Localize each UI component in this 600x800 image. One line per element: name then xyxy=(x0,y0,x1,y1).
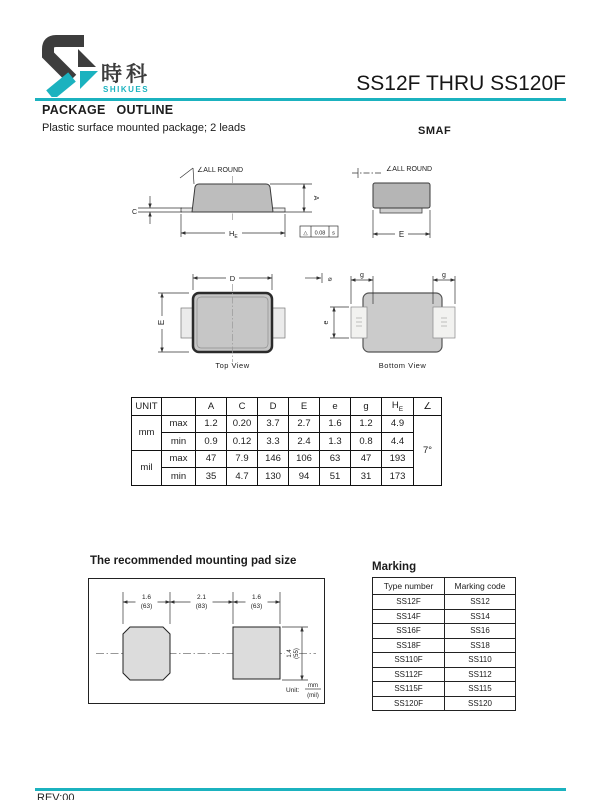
dim-cell: 47 xyxy=(351,450,382,468)
svg-text:∠ALL ROUND: ∠ALL ROUND xyxy=(386,166,433,173)
dim-cell: 106 xyxy=(289,450,320,468)
dim-cell: 173 xyxy=(382,468,414,486)
type-number-cell: SS112F xyxy=(373,667,445,682)
marking-code-cell: SS115 xyxy=(445,682,516,697)
dim-cell: 2.7 xyxy=(289,415,320,433)
dim-cell: 3.3 xyxy=(258,433,289,451)
dim-e xyxy=(323,307,349,338)
dim-cell: 1.2 xyxy=(196,415,227,433)
revision-label: REV:00 xyxy=(37,792,75,800)
dim-row xyxy=(132,433,442,451)
svg-text:g: g xyxy=(442,272,446,279)
dim-cell: 51 xyxy=(320,468,351,486)
svg-text:(63): (63) xyxy=(140,603,153,610)
type-number-cell: SS16F xyxy=(373,624,445,639)
col-header: UNIT xyxy=(132,398,162,416)
type-number-cell: SS14F xyxy=(373,609,445,624)
top-view-caption: Top View xyxy=(215,361,250,370)
col-header: e xyxy=(320,398,351,416)
dimension-table xyxy=(131,397,442,486)
dim-row xyxy=(132,468,442,486)
dim-cell: 63 xyxy=(320,450,351,468)
flatness-frame xyxy=(300,226,338,237)
dim-cell: 0.9 xyxy=(196,433,227,451)
top-view-drawing xyxy=(145,268,335,372)
dim-c xyxy=(132,196,182,224)
lead-right xyxy=(272,308,285,338)
col-header: Marking code xyxy=(445,578,516,595)
mounting-pad-drawing xyxy=(88,578,325,704)
type-number-cell: SS120F xyxy=(373,696,445,711)
dim-cell: 47 xyxy=(196,450,227,468)
marking-row xyxy=(373,624,516,639)
package-name-label: SMAF xyxy=(418,125,452,137)
col-header xyxy=(162,398,196,416)
svg-text:(83): (83) xyxy=(195,603,208,610)
limit-cell: min xyxy=(162,433,196,451)
pad-right xyxy=(433,307,455,338)
dim-cell: 0.8 xyxy=(351,433,382,451)
svg-text:Unit:: Unit: xyxy=(286,687,300,694)
marking-code-cell: SS12 xyxy=(445,595,516,610)
svg-text:mm: mm xyxy=(308,683,318,689)
marking-row xyxy=(373,609,516,624)
svg-text:A: A xyxy=(312,195,319,201)
svg-text:e: e xyxy=(323,320,330,325)
marking-code-cell: SS120 xyxy=(445,696,516,711)
svg-text:1.4: 1.4 xyxy=(287,649,293,658)
svg-text:0.08: 0.08 xyxy=(314,230,326,237)
type-number-cell: SS110F xyxy=(373,653,445,668)
dim-cell: 31 xyxy=(351,468,382,486)
package-body xyxy=(373,183,430,208)
package-body xyxy=(363,293,442,352)
marking-row xyxy=(373,653,516,668)
dim-cell: 7.9 xyxy=(227,450,258,468)
section-heading: PACKAGE OUTLINE xyxy=(42,103,174,117)
type-number-cell: SS18F xyxy=(373,638,445,653)
marking-code-cell: SS112 xyxy=(445,667,516,682)
col-header: ∠ xyxy=(414,398,442,416)
dim-table-header-row xyxy=(132,398,442,416)
package-body xyxy=(192,184,273,212)
svg-text:D: D xyxy=(229,274,236,283)
svg-text:(63): (63) xyxy=(250,603,263,610)
unit-cell: mm xyxy=(132,415,162,450)
dim-cell: 193 xyxy=(382,450,414,468)
dim-he xyxy=(181,214,285,240)
col-header: $H_E$ xyxy=(382,398,414,416)
all-round-callout xyxy=(180,166,243,184)
marking-code-cell: SS16 xyxy=(445,624,516,639)
dim-cell: 4.4 xyxy=(382,433,414,451)
dim-cell: 1.3 xyxy=(320,433,351,451)
svg-text:E: E xyxy=(157,319,166,326)
dim-cell: 94 xyxy=(289,468,320,486)
marking-row xyxy=(373,696,516,711)
marking-code-cell: SS18 xyxy=(445,638,516,653)
svg-text:⌀: ⌀ xyxy=(328,276,332,283)
bottom-view-drawing xyxy=(320,268,485,372)
bottom-view-caption: Bottom View xyxy=(378,361,427,370)
svg-text:2.1: 2.1 xyxy=(196,594,207,601)
pad-right xyxy=(233,627,280,679)
logo-cjk-text: 時科 xyxy=(101,63,151,86)
col-header: D xyxy=(258,398,289,416)
marking-code-cell: SS110 xyxy=(445,653,516,668)
header-rule xyxy=(35,98,566,101)
pad-left xyxy=(123,627,170,680)
svg-text:(55): (55) xyxy=(294,648,300,659)
marking-row xyxy=(373,638,516,653)
svg-text:C: C xyxy=(132,209,138,216)
dim-cell: 130 xyxy=(258,468,289,486)
dim-cell: 4.7 xyxy=(227,468,258,486)
marking-heading: Marking xyxy=(372,561,417,573)
dim-cell: 146 xyxy=(258,450,289,468)
pad-left xyxy=(351,307,367,338)
svg-text:1.6: 1.6 xyxy=(251,594,262,601)
limit-cell: max xyxy=(162,415,196,433)
section-subheading: Plastic surface mounted package; 2 leads xyxy=(42,122,246,134)
svg-text:(mil): (mil) xyxy=(307,693,319,699)
end-view-drawing xyxy=(350,158,470,250)
marking-code-cell: SS14 xyxy=(445,609,516,624)
angle-cell: 7° xyxy=(414,415,442,485)
svg-text:E: E xyxy=(398,230,405,239)
dim-cell: 3.7 xyxy=(258,415,289,433)
col-header: A xyxy=(196,398,227,416)
marking-header-row xyxy=(373,578,516,595)
all-round-callout xyxy=(352,165,432,178)
dim-cell: 35 xyxy=(196,468,227,486)
mounting-pad-heading: The recommended mounting pad size xyxy=(90,555,297,567)
lead-tab xyxy=(380,208,422,213)
svg-text:s: s xyxy=(332,230,335,237)
col-header: g xyxy=(351,398,382,416)
type-number-cell: SS12F xyxy=(373,595,445,610)
marking-row xyxy=(373,667,516,682)
marking-table xyxy=(372,577,516,711)
type-number-cell: SS115F xyxy=(373,682,445,697)
dim-cell: 0.12 xyxy=(227,433,258,451)
limit-cell: max xyxy=(162,450,196,468)
svg-text:△: △ xyxy=(303,230,308,237)
dim-cell: 4.9 xyxy=(382,415,414,433)
svg-text:1.6: 1.6 xyxy=(141,594,152,601)
dim-row xyxy=(132,415,442,433)
col-header: C xyxy=(227,398,258,416)
dim-cell: 1.2 xyxy=(351,415,382,433)
marking-row xyxy=(373,595,516,610)
svg-text:HE: $H_E$ xyxy=(229,229,238,240)
dim-row xyxy=(132,450,442,468)
col-header: E xyxy=(289,398,320,416)
col-header: Type number xyxy=(373,578,445,595)
limit-cell: min xyxy=(162,468,196,486)
lead-left xyxy=(181,308,193,338)
svg-text:∠ALL ROUND: ∠ALL ROUND xyxy=(197,167,244,174)
dim-cell: 1.6 xyxy=(320,415,351,433)
dim-cell: 0.20 xyxy=(227,415,258,433)
footer-rule xyxy=(35,788,566,791)
side-view-drawing xyxy=(130,158,350,250)
dim-e xyxy=(373,210,430,239)
svg-text:g: g xyxy=(360,272,364,279)
page-title: SS12F THRU SS120F xyxy=(356,72,566,95)
unit-cell: mil xyxy=(132,450,162,485)
logo-subtitle: SHIKUES xyxy=(103,85,150,94)
marking-row xyxy=(373,682,516,697)
dim-cell: 2.4 xyxy=(289,433,320,451)
